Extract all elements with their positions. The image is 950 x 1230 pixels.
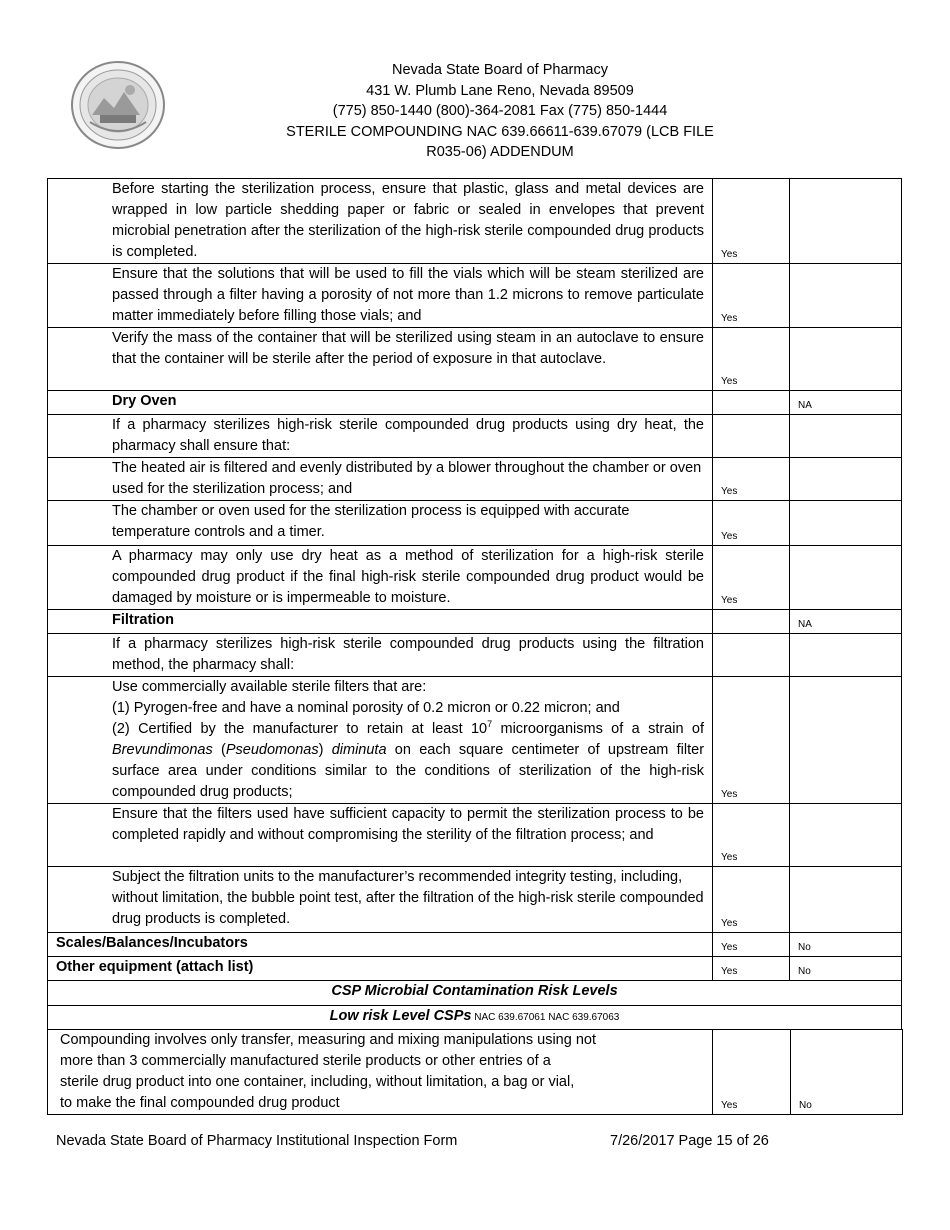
item-text: Before starting the sterilization process, ensure that plastic, glass and metal devices are wrapped in low particle shedding paper or fabric or sealed in envelopes that prevent microbial penetration after the sterilization of the high-risk sterile compounded drug products is completed. [48, 179, 713, 264]
item-text: A pharmacy may only use dry heat as a method of sterilization for a high-risk sterile compounded drug product if the final high-risk sterile compounded drug product would be damaged by moisture or is impermeable to moisture. [48, 546, 713, 610]
answer-cell[interactable] [790, 415, 902, 458]
answer-cell[interactable] [790, 546, 902, 610]
answer-cell[interactable]: Yes [713, 957, 790, 981]
answer-cell[interactable] [790, 328, 902, 391]
item-text: If a pharmacy sterilizes high-risk sterile compounded drug products using dry heat, the pharmacy shall ensure that: [48, 415, 713, 458]
answer-cell[interactable] [790, 804, 902, 867]
table-row [48, 415, 902, 458]
item-text: Ensure that the solutions that will be used to fill the vials which will be steam sterilized are passed through a filter having a porosity of not more than 1.2 microns to remove particulate matter immediately before filling those vials; and [48, 264, 713, 328]
answer-cell[interactable]: No [790, 933, 902, 957]
table-row [48, 391, 902, 415]
letterhead [200, 60, 800, 163]
answer-cell[interactable]: Yes [713, 1030, 791, 1115]
answer-cell[interactable] [790, 458, 902, 501]
subheading-dry-oven: Dry Oven [48, 391, 713, 415]
footer-form-name: Nevada State Board of Pharmacy Institutional Inspection Form [56, 1133, 458, 1149]
answer-cell[interactable] [713, 391, 790, 415]
low-risk-description: Compounding involves only transfer, measuring and mixing manipulations using not more than 3 commercially manufactured sterile products or other entries of a sterile drug product into one container, including, without limitation, a bag or vial, to make the final compounded drug product [48, 1030, 713, 1115]
answer-cell[interactable]: Yes [713, 546, 790, 610]
answer-cell[interactable] [713, 415, 790, 458]
answer-cell[interactable]: No [791, 1030, 903, 1115]
table-row [48, 328, 902, 391]
table-row [48, 458, 902, 501]
answer-cell[interactable]: Yes [713, 677, 790, 804]
nevada-state-seal [70, 60, 166, 150]
subsection-row [48, 1006, 902, 1030]
answer-cell[interactable] [790, 634, 902, 677]
subsection-title [48, 1006, 902, 1030]
answer-cell[interactable]: Yes [713, 867, 790, 933]
table-row [48, 634, 902, 677]
form-title-line2: R035-06) ADDENDUM [426, 144, 574, 160]
table-row [48, 933, 902, 957]
answer-cell[interactable]: Yes [713, 804, 790, 867]
answer-cell[interactable]: Yes [713, 458, 790, 501]
subheading-filtration: Filtration [48, 610, 713, 634]
answer-cell[interactable]: Yes [713, 179, 790, 264]
table-row [48, 1030, 903, 1115]
answer-cell[interactable]: Yes [713, 264, 790, 328]
answer-cell[interactable] [790, 179, 902, 264]
section-title: CSP Microbial Contamination Risk Levels [48, 981, 902, 1006]
answer-cell[interactable] [713, 634, 790, 677]
board-address: 431 W. Plumb Lane Reno, Nevada 89509 [366, 82, 634, 99]
answer-cell[interactable]: NA [790, 391, 902, 415]
board-phones: (775) 850-1440 (800)-364-2081 Fax (775) 850-1444 [332, 103, 668, 119]
inspection-table [47, 178, 902, 1030]
board-name: Nevada State Board of Pharmacy [391, 62, 608, 78]
answer-cell[interactable] [713, 610, 790, 634]
item-text: The heated air is filtered and evenly distributed by a blower throughout the chamber or oven used for the sterilization process; and [48, 458, 713, 501]
table-row [48, 677, 902, 804]
item-text: Verify the mass of the container that will be sterilized using steam in an autoclave to ensure that the container will be sterile after the period of exposure in that autoclave. [48, 328, 713, 391]
answer-cell[interactable] [790, 867, 902, 933]
other-equipment-label: Other equipment (attach list) [48, 957, 713, 981]
low-risk-table [47, 1029, 903, 1115]
answer-cell[interactable] [790, 677, 902, 804]
table-row [48, 957, 902, 981]
page-footer [56, 1133, 796, 1149]
answer-cell[interactable]: Yes [713, 933, 790, 957]
table-row [48, 546, 902, 610]
item-text: The chamber or oven used for the sterilization process is equipped with accurate temperature controls and a timer. [48, 501, 713, 546]
answer-cell[interactable] [790, 264, 902, 328]
answer-cell[interactable] [790, 501, 902, 546]
table-row [48, 179, 902, 264]
item-text: If a pharmacy sterilizes high-risk sterile compounded drug products using the filtration method, the pharmacy shall: [48, 634, 713, 677]
table-row [48, 867, 902, 933]
answer-cell[interactable]: No [790, 957, 902, 981]
item-text: Ensure that the filters used have sufficient capacity to permit the sterilization process to be completed rapidly and without compromising the sterility of the filtration process; and [48, 804, 713, 867]
item-text-filters [48, 677, 713, 804]
item-text: Subject the filtration units to the manufacturer’s recommended integrity testing, including, without limitation, the bubble point test, after the filtration of the high-risk sterile compounded drug products is completed. [48, 867, 713, 933]
table-row [48, 501, 902, 546]
filters-line-3: (2) Certified by the manufacturer to retain at least $10^7$ microorganisms of a strain of Brevundimonas (Pseudomonas) diminuta on each square centimeter of upstream filter surface area under conditions similar to the conditions of sterilization of the high-risk compounded drug products; [112, 719, 705, 800]
low-risk-title: Low risk Level CSPs [329, 1008, 472, 1024]
filters-line-1: Use commercially available sterile filters that are: [112, 679, 427, 695]
table-row [48, 804, 902, 867]
table-row [48, 610, 902, 634]
form-title-line1: STERILE COMPOUNDING NAC 639.66611-639.67079 (LCB FILE [286, 123, 714, 140]
section-row [48, 981, 902, 1006]
filters-line-2: (1) Pyrogen-free and have a nominal porosity of 0.2 micron or 0.22 micron; and [112, 700, 620, 716]
table-row [48, 264, 902, 328]
footer-date-page: 7/26/2017 Page 15 of 26 [610, 1133, 769, 1149]
answer-cell[interactable]: NA [790, 610, 902, 634]
answer-cell[interactable]: Yes [713, 328, 790, 391]
answer-cell[interactable]: Yes [713, 501, 790, 546]
scales-balances-label: Scales/Balances/Incubators [48, 933, 713, 957]
low-risk-refs: NAC 639.67061 NAC 639.67063 [471, 1012, 620, 1023]
